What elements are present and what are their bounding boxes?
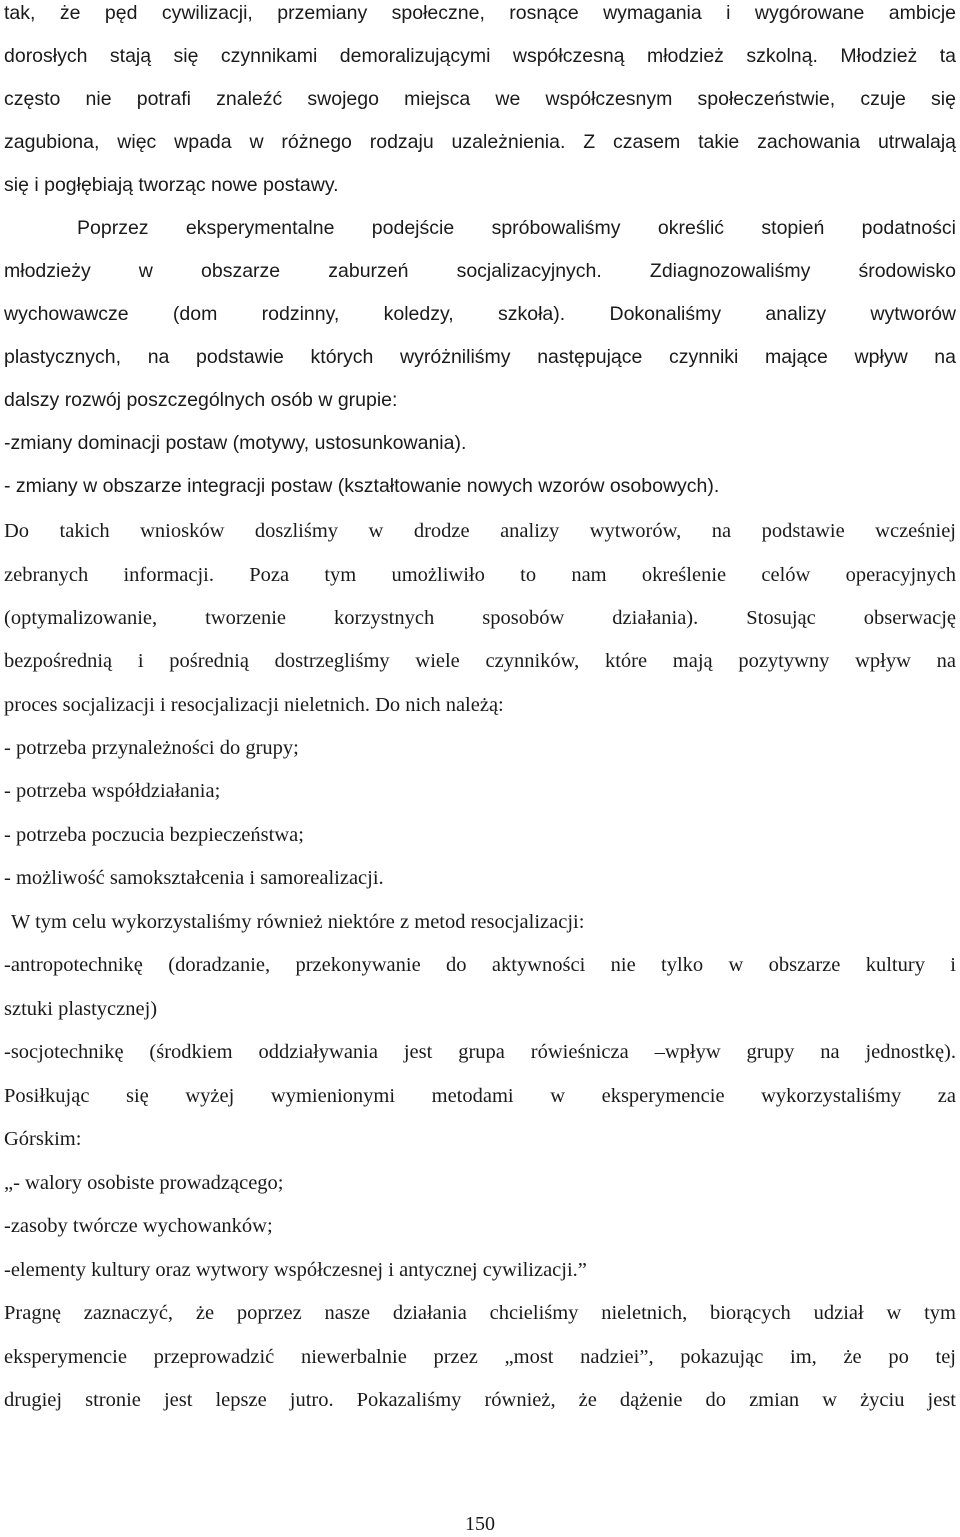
text-line: (optymalizowanie, tworzenie korzystnych sposobów działania). Stosując obserwację xyxy=(4,607,956,629)
text-line: Posiłkując się wyżej wymienionymi metodami w eksperymencie wykorzystaliśmy za xyxy=(4,1085,956,1107)
list-item: - potrzeba poczucia bezpieczeństwa; xyxy=(4,824,304,846)
text-line: często nie potrafi znaleźć swojego miejsca we współczesnym społeczeństwie, czuje się xyxy=(4,88,956,110)
text-line: dorosłych stają się czynnikami demoralizującymi współczesną młodzież szkolną. Młodzież ta xyxy=(4,45,956,67)
list-item: -zmiany dominacji postaw (motywy, ustosunkowania). xyxy=(4,432,467,454)
text-line: eksperymencie przeprowadzić niewerbalnie przez „most nadziei”, pokazując im, że po tej xyxy=(4,1346,956,1368)
text-line: plastycznych, na podstawie których wyróżniliśmy następujące czynniki mające wpływ na xyxy=(4,346,956,368)
list-item: - zmiany w obszarze integracji postaw (kształtowanie nowych wzorów osobowych). xyxy=(4,475,720,497)
text-line: Do takich wniosków doszliśmy w drodze analizy wytworów, na podstawie wcześniej xyxy=(4,520,956,542)
quote-item: -zasoby twórcze wychowanków; xyxy=(4,1215,273,1237)
list-item: - możliwość samokształcenia i samorealizacji. xyxy=(4,867,384,889)
paragraph-first-line: Poprzez eksperymentalne podejście spróbowaliśmy określić stopień podatności xyxy=(77,217,956,239)
text-line: sztuki plastycznej) xyxy=(4,998,158,1020)
text-line: się i pogłębiają tworząc nowe postawy. xyxy=(4,174,339,196)
text-line: -socjotechnikę (środkiem oddziaływania jest grupa rówieśnicza –wpływ grupy na jednostkę). xyxy=(4,1041,956,1063)
list-item: - potrzeba współdziałania; xyxy=(4,780,221,802)
text-line: zagubiona, więc wpada w różnego rodzaju uzależnienia. Z czasem takie zachowania utrwalają xyxy=(4,131,956,153)
text-line: proces socjalizacji i resocjalizacji nieletnich. Do nich należą: xyxy=(4,694,504,716)
text-line: Pragnę zaznaczyć, że poprzez nasze działania chcieliśmy nieletnich, biorących udział w tym xyxy=(4,1302,956,1324)
text-line: wychowawcze (dom rodzinny, koledzy, szkoła). Dokonaliśmy analizy wytworów xyxy=(4,303,956,325)
text-line: młodzieży w obszarze zaburzeń socjalizacyjnych. Zdiagnozowaliśmy środowisko xyxy=(4,260,956,282)
page-number: 150 xyxy=(465,1513,495,1535)
text-line: drugiej stronie jest lepsze jutro. Pokazaliśmy również, że dążenie do zmian w życiu jest xyxy=(4,1389,956,1411)
quote-item: „- walory osobiste prowadzącego; xyxy=(4,1172,284,1194)
list-item: - potrzeba przynależności do grupy; xyxy=(4,737,299,759)
text-line: W tym celu wykorzystaliśmy również niektóre z metod resocjalizacji: xyxy=(11,911,585,933)
text-line: dalszy rozwój poszczególnych osób w grupie: xyxy=(4,389,398,411)
text-line: bezpośrednią i pośrednią dostrzegliśmy wiele czynników, które mają pozytywny wpływ na xyxy=(4,650,956,672)
text-line: Górskim: xyxy=(4,1128,82,1150)
text-line: tak, że pęd cywilizacji, przemiany społeczne, rosnące wymagania i wygórowane ambicje xyxy=(4,2,956,24)
text-line: -antropotechnikę (doradzanie, przekonywanie do aktywności nie tylko w obszarze kultury i xyxy=(4,954,956,976)
quote-item: -elementy kultury oraz wytwory współczesnej i antycznej cywilizacji.” xyxy=(4,1259,587,1281)
text-line: zebranych informacji. Poza tym umożliwiło to nam określenie celów operacyjnych xyxy=(4,564,956,586)
